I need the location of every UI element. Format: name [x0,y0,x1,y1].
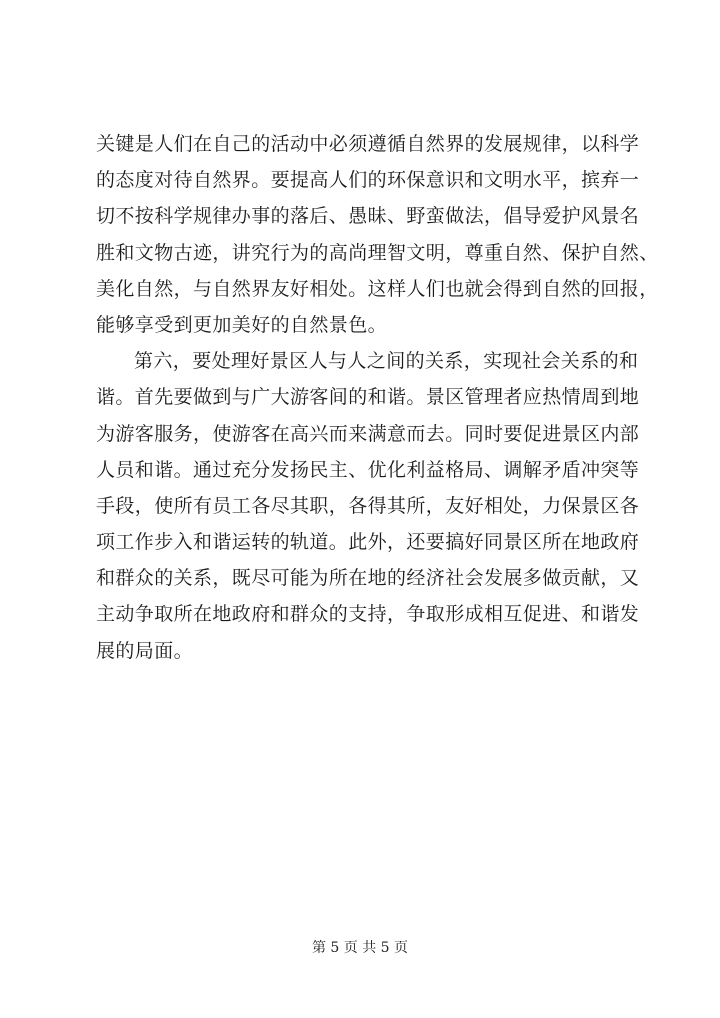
paragraph-line: 为游客服务，使游客在高兴而来满意而去。同时要促进景区内部 [96,422,640,445]
document-body [96,126,659,669]
paragraph-2 [96,343,640,669]
paragraph-line: 展的局面。 [96,639,194,662]
paragraph-line: 和群众的关系，既尽可能为所在地的经济社会发展多做贡献，又 [96,567,640,590]
paragraph-line: 项工作步入和谐运转的轨道。此外，还要搞好同景区所在地政府 [96,531,640,554]
paragraph-line: 切不按科学规律办事的落后、愚昧、野蛮做法，倡导爱护风景名 [96,205,640,228]
page-number-footer: 第 5 页 共 5 页 [311,940,409,956]
paragraph-line: 谐。首先要做到与广大游客间的和谐。景区管理者应热情周到地 [96,386,640,409]
paragraph-line: 主动争取所在地政府和群众的支持，争取形成相互促进、和谐发 [96,603,640,626]
paragraph-line: 关键是人们在自己的活动中必须遵循自然界的发展规律，以科学 [96,133,640,155]
paragraph-line: 能够享受到更加美好的自然景色。 [96,313,388,336]
paragraph-line: 第六，要处理好景区人与人之间的关系，实现社会关系的和 [134,350,639,373]
paragraph-line: 胜和文物古迹，讲究行为的高尚理智文明，尊重自然、保护自然、 [96,241,659,264]
paragraph-line: 的态度对待自然界。要提高人们的环保意识和文明水平，摈弃一 [96,169,640,192]
paragraph-line: 人员和谐。通过充分发扬民主、优化利益格局、调解矛盾冲突等 [96,458,640,481]
paragraph-line: 美化自然，与自然界友好相处。这样人们也就会得到自然的回报， [96,277,659,300]
paragraph-line: 手段，使所有员工各尽其职，各得其所，友好相处，力保景区各 [96,494,640,517]
paragraph-1 [96,126,659,343]
